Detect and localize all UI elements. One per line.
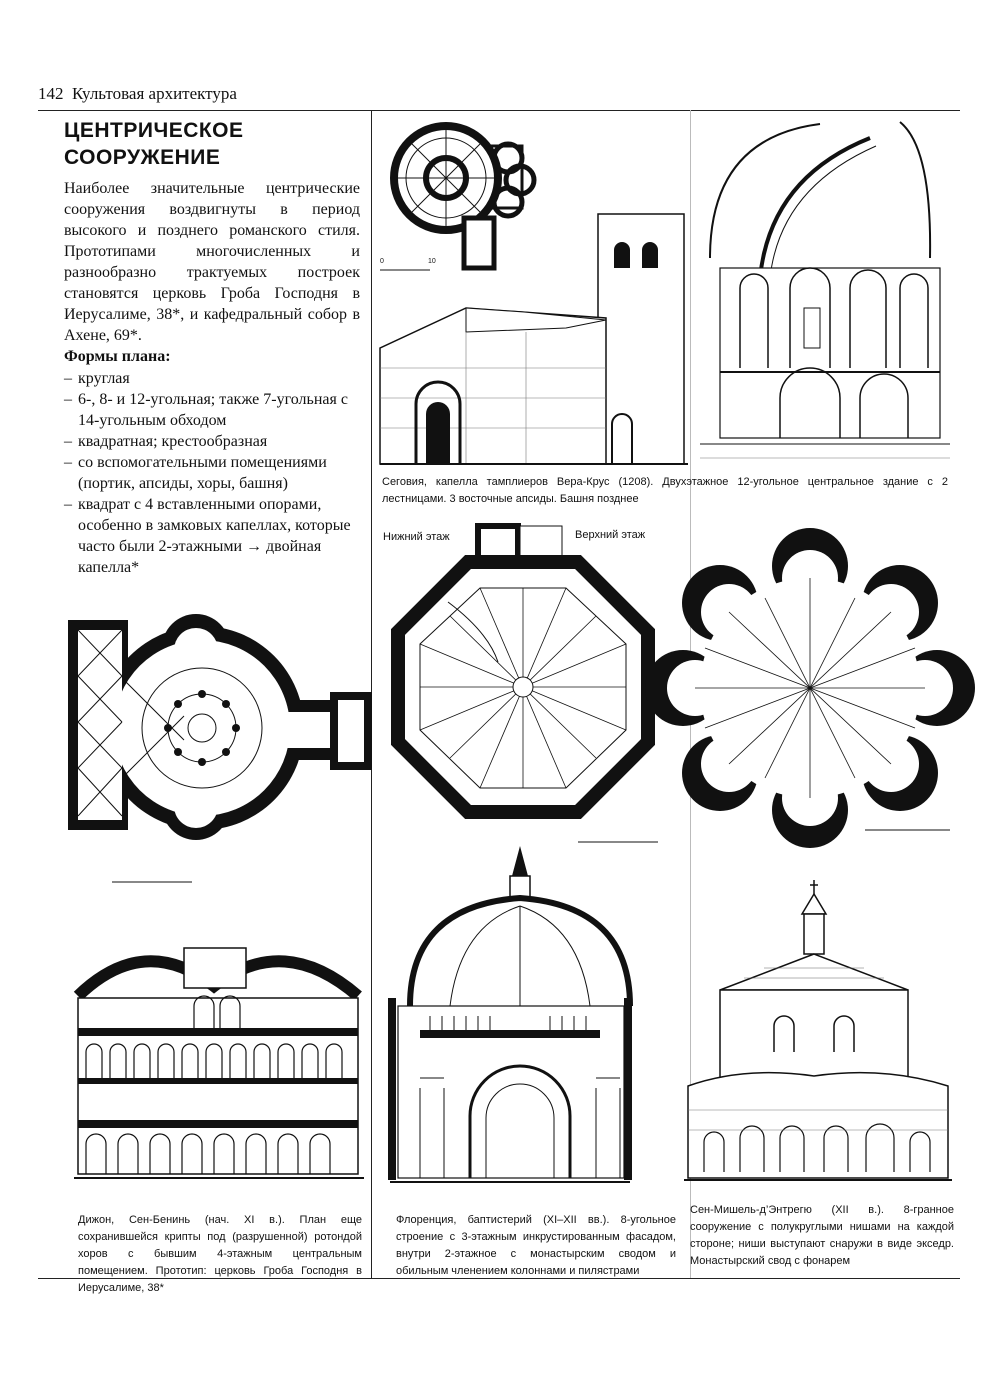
dijon-section-drawing xyxy=(74,938,364,1184)
running-header xyxy=(38,84,237,104)
section-title-line-2: СООРУЖЕНИЕ xyxy=(64,146,221,169)
segovia-interior-drawing xyxy=(700,118,950,468)
saint-michel-caption: Сен-Мишель-д’Энтрегю (XII в.). 8-гранное сооружение с полукруглыми нишами на каждой стороне; ниши выступают снаружи в виде экседр. Монастырский свод с фонарем xyxy=(690,1204,954,1267)
running-title: Культовая архитектура xyxy=(72,84,237,103)
octagon-plan-drawing xyxy=(388,522,658,852)
segovia-exterior-drawing xyxy=(376,208,692,470)
page-number: 142 xyxy=(38,84,64,103)
section-title xyxy=(64,117,244,171)
list-item: – 6-, 8- и 12-угольная; также 7-угольная с 14-угольным обходом xyxy=(64,389,362,431)
list-item: – квадрат с 4 вставленными опорами, особенно в замковых капеллах, которые часто были 2-этажными → двойная капелла* xyxy=(64,494,362,578)
segovia-caption: Сеговия, капелла тамплиеров Вера-Крус (1208). Двухэтажное 12-угольное центральное здание с 2 лестницами. 3 восточные апсиды. Башня позднее xyxy=(382,476,948,505)
dijon-caption: Дижон, Сен-Бенинь (нач. XI в.). План еще сохранившейся крипты под (разрушенной) ротондой хоров с бывшим 4-этажным центральным помещением. Прототип: церковь Гроба Господня в Иерусалиме, 38* xyxy=(78,1214,362,1294)
plan-forms-heading: Формы плана: xyxy=(64,348,171,365)
scale-zero-label: 0 xyxy=(380,258,384,265)
eight-lobed-plan-drawing xyxy=(665,538,955,838)
upper-floor-label: Верхний этаж xyxy=(575,529,646,541)
plan-forms-list xyxy=(64,368,362,578)
lower-floor-label: Нижний этаж xyxy=(383,531,450,543)
scale-ten-label: 10 xyxy=(428,258,436,265)
list-item: – со вспомогательными помещениями (портик, апсиды, хоры, башня) xyxy=(64,452,362,494)
list-item: – круглая xyxy=(64,368,362,389)
florence-baptistery-drawing xyxy=(390,846,630,1188)
header-rule xyxy=(38,110,960,111)
dijon-plan-drawing xyxy=(64,620,374,890)
saint-michel-drawing xyxy=(684,880,952,1184)
lead-paragraph: Наиболее значительные центрические сооружения воздвигнуты в период высокого и позднего романского стиля. Прототипами многочисленных и разнообразно трактуемых построек становятся церковь Гроба Господня в Иерусалиме, 38*, и кафедральный собор в Ахене, 69*. xyxy=(64,180,360,344)
list-item: – квадратная; крестообразная xyxy=(64,431,362,452)
florence-caption: Флоренция, баптистерий (XI–XII вв.). 8-угольное строение с 3-этажным инкрустированным фасадом, внутри 2-этажное с монастырским сводом и обильным членением колоннами и пилястрами xyxy=(396,1214,676,1277)
section-title-line-1: ЦЕНТРИЧЕСКОЕ xyxy=(64,119,244,142)
